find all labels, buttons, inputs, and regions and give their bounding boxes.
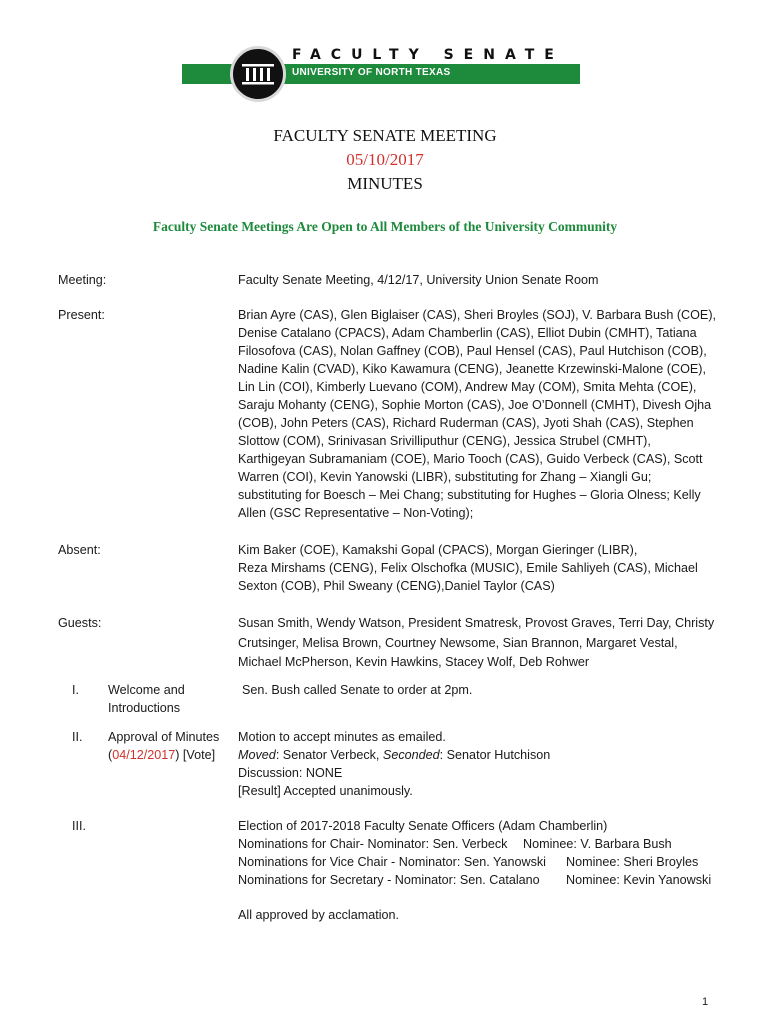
result-text: [Result] Accepted unanimously. [238, 784, 413, 798]
agenda-item-body [238, 817, 718, 924]
motion-text: Motion to accept minutes as emailed. [238, 730, 446, 744]
seconded-label: Seconded [382, 748, 440, 762]
seconded-value: : Senator Hutchison [439, 748, 551, 762]
nomination-nominee: Nominee: Sheri Broyles [566, 855, 699, 869]
faculty-senate-logo [180, 44, 580, 104]
agenda-item-body: Sen. Bush called Senate to order at 2pm. [242, 683, 473, 697]
agenda-item-title [108, 728, 233, 764]
agenda-item-number: I. [72, 683, 79, 697]
nomination-nominator: Nominations for Secretary - Nominator: Sen. Catalano [238, 873, 540, 887]
logo-title: FACULTY SENATE [292, 47, 564, 63]
guests-list [238, 614, 718, 673]
moved-label: Moved [238, 748, 276, 762]
guests-line: Susan Smith, Wendy Watson, President Smatresk, Provost Graves, Terri Day, Christy [238, 616, 715, 630]
present-line: Karthigeyan Subramaniam (COE), Mario Tooch (CAS), Guido Verbeck (CAS), Scott [238, 452, 703, 466]
present-line: Filosofova (CAS), Nolan Gaffney (COB), Paul Hensel (CAS), Paul Hutchison (COB), [238, 344, 707, 358]
meeting-date: 05/10/2017 [346, 150, 424, 169]
present-label: Present: [58, 308, 105, 322]
present-line: (COB), John Peters (CAS), Richard Ruderman (CAS), Jyoti Shah (CAS), Stephen [238, 416, 694, 430]
moved-value: : Senator Verbeck, [275, 748, 383, 762]
nomination-nominee: Nominee: V. Barbara Bush [523, 837, 672, 851]
present-line: Saraju Mohanty (CENG), Sophie Morton (CAS), Joe O’Donnell (CMHT), Divesh Ojha [238, 398, 712, 412]
agenda-item-number: II. [72, 730, 83, 744]
present-line: Nadine Kalin (CVAD), Kiko Kawamura (CENG), Jeanette Krzewinski-Malone (COE), [238, 362, 706, 376]
present-line: Lin Lin (COI), Kimberly Luevano (COM), Andrew May (COM), Smita Mehta (COE), [238, 380, 697, 394]
paren-open: ( [108, 748, 113, 762]
heading-title: FACULTY SENATE MEETING [273, 126, 497, 145]
heading-minutes: MINUTES [347, 174, 423, 193]
nomination-nominee: Nominee: Kevin Yanowski [566, 873, 712, 887]
nomination-line [238, 871, 718, 889]
meeting-label: Meeting: [58, 273, 107, 287]
absent-line: Sexton (COB), Phil Sweany (CENG),Daniel Taylor (CAS) [238, 579, 555, 593]
agenda-item-number: III. [72, 819, 86, 833]
election-closing: All approved by acclamation. [238, 908, 400, 922]
document-heading [0, 124, 770, 196]
election-heading: Election of 2017-2018 Faculty Senate Officers (Adam Chamberlin) [238, 819, 608, 833]
nomination-nominator: Nominations for Vice Chair - Nominator: Sen. Yanowski [238, 855, 546, 869]
absent-line: Kim Baker (COE), Kamakshi Gopal (CPACS), Morgan Gieringer (LIBR), [238, 543, 638, 557]
logo-subtitle: UNIVERSITY OF NORTH TEXAS [292, 67, 451, 78]
present-list [238, 306, 718, 522]
agenda-item-body [238, 728, 718, 800]
absent-list [238, 541, 718, 595]
logo-seal-icon [230, 46, 286, 102]
nomination-nominator: Nominations for Chair- Nominator: Sen. Verbeck [238, 837, 508, 851]
agenda-item-title-line: Approval of Minutes [108, 730, 220, 744]
minutes-date: 04/12/2017 [112, 748, 176, 762]
discussion-text: Discussion: NONE [238, 766, 343, 780]
meeting-value: Faculty Senate Meeting, 4/12/17, University Union Senate Room [238, 273, 599, 287]
absent-label: Absent: [58, 543, 101, 557]
motion-movers [238, 746, 718, 764]
nomination-line [238, 835, 718, 853]
agenda-item-title [108, 681, 233, 717]
vote-tag: ) [Vote] [175, 748, 216, 762]
nomination-line [238, 853, 718, 871]
absent-line: Reza Mirshams (CENG), Felix Olschofka (MUSIC), Emile Sahliyeh (CAS), Michael [238, 561, 698, 575]
page-number: 1 [702, 996, 709, 1008]
present-line: Allen (GSC Representative – Non-Voting); [238, 506, 474, 520]
present-line: substituting for Boesch – Mei Chang; substituting for Hughes – Gloria Olness; Kelly [238, 488, 701, 502]
present-line: Denise Catalano (CPACS), Adam Chamberlin (CAS), Elliot Dubin (CMHT), Tatiana [238, 326, 697, 340]
open-meeting-notice: Faculty Senate Meetings Are Open to All Members of the University Community [152, 219, 618, 234]
present-line: Brian Ayre (CAS), Glen Biglaiser (CAS), Sheri Broyles (SOJ), V. Barbara Bush (COE), [238, 308, 717, 322]
present-line: Slottow (COM), Srinivasan Srivilliputhur (CENG), Jessica Strubel (CMHT), [238, 434, 651, 448]
guests-line: Michael McPherson, Kevin Hawkins, Stacey Wolf, Deb Rohwer [238, 655, 590, 669]
agenda-item-title-line [108, 746, 233, 764]
present-line: Warren (COI), Kevin Yanowski (LIBR), substituting for Zhang – Xiangli Gu; [238, 470, 652, 484]
guests-line: Crutsinger, Melisa Brown, Courtney Newsome, Sian Brannon, Margaret Vestal, [238, 635, 678, 650]
guests-label: Guests: [58, 616, 102, 630]
agenda-item-title-line: Introductions [108, 701, 181, 715]
agenda-item-title-line: Welcome and [108, 683, 185, 697]
